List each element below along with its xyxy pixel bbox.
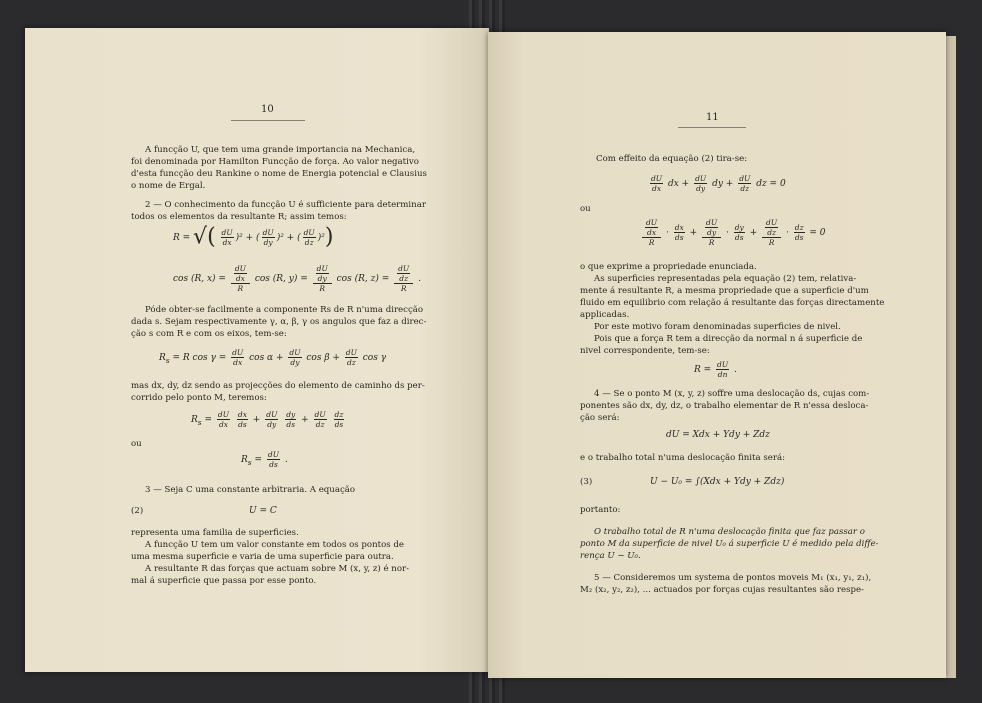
text-line: ção será: bbox=[580, 413, 620, 423]
text-line: ponentes são dx, dy, dz, o trabalho elementar de R n'essa desloca- bbox=[580, 401, 869, 411]
equation-dU-zero: $\frac{dU}{dx}$ dx + $\frac{dU}{dy}$ dy + $\frac{dU}{dz}$ dz = 0 bbox=[651, 174, 786, 193]
right-page bbox=[488, 32, 946, 678]
text-line: corrido pelo ponto M, teremos: bbox=[131, 393, 267, 403]
equation-total-work: U − U₀ = ∫(Xdx + Ydy + Zdz) bbox=[650, 477, 785, 487]
text-line: Por este motivo foram denominadas superficies de nivel. bbox=[594, 322, 841, 332]
text-line: todos os elementos da resultante R; assim temos: bbox=[131, 212, 347, 222]
equation-normalized: dU dx R · $\frac{dx}{ds}$ + dU dy R · $\frac{dy}{ds}$ + dU dz R · $\frac{dz}{ds}$ = 0 bbox=[640, 218, 826, 247]
text-line: Pois que a força R tem a direcção da normal n á superficie de bbox=[594, 334, 863, 344]
text-line: 2 — O conhecimento da funcção U é sufficiente para determinar bbox=[145, 200, 426, 210]
text-line: mal á superficie que passa por esse ponto. bbox=[131, 576, 317, 586]
text-line: As superficies representadas pela equação (2) tem, relativa- bbox=[594, 274, 857, 284]
left-page bbox=[25, 28, 489, 672]
equation-cosines: cos (R, x) = dU dx R cos (R, y) = dU dy R cos (R, z) = dU dz R . bbox=[173, 264, 421, 293]
text-line: A funcção U, que tem uma grande importancia na Mechanica, bbox=[145, 145, 416, 155]
equation-R: R = √( $\frac{dU}{dx}$ )² + ( $\frac{dU}{dy}$ )² + ( $\frac{dU}{dz}$ )²) bbox=[173, 224, 334, 250]
text-line: foi denominada por Hamilton Funcção de força. Ao valor negativo bbox=[131, 157, 419, 167]
text-line: o que exprime a propriedade enunciada. bbox=[580, 262, 757, 272]
text-line: M₂ (x₂, y₂, z₂), ... actuados por forças cujas resultantes são respe- bbox=[580, 585, 864, 595]
text-line: O trabalho total de R n'uma deslocação finita que faz passar o bbox=[594, 527, 865, 537]
text-line: e o trabalho total n'uma deslocação finita será: bbox=[580, 453, 785, 463]
equation-Rs: $R_s = R$ cos γ = $\frac{dU}{dx}$ cos α + $\frac{dU}{dy}$ cos β + $\frac{dU}{dz}$ cos γ bbox=[159, 348, 387, 367]
equation-work: dU = Xdx + Ydy + Zdz bbox=[666, 430, 770, 440]
text-line: 3 — Seja C uma constante arbitraria. A equação bbox=[145, 485, 356, 495]
page-edge bbox=[946, 36, 956, 678]
text-line: mente á resultante R, a mesma propriedade que a superficie d'um bbox=[580, 286, 869, 296]
text-line: ou bbox=[580, 204, 591, 214]
text-line: A funcção U tem um valor constante em todos os pontos de bbox=[145, 540, 404, 550]
equation-R-dn: R = $\frac{dU}{dn}$ . bbox=[694, 360, 737, 379]
text-line: Póde obter-se facilmente a componente Rs de R n'uma direcção bbox=[145, 305, 424, 315]
text-line: Com effeito da equação (2) tira-se: bbox=[596, 154, 748, 164]
text-line: uma mesma superficie e varia de uma superficie para outra. bbox=[131, 552, 394, 562]
text-line: representa uma familia de superficies. bbox=[131, 528, 299, 538]
text-line: d'esta funcção deu Rankine o nome de Energia potencial e Clausius bbox=[131, 169, 427, 179]
equation-label: (2) bbox=[131, 506, 144, 516]
page-number: 10 bbox=[261, 104, 274, 115]
text-line: ou bbox=[131, 439, 142, 449]
text-line: nivel correspondente, tem-se: bbox=[580, 346, 710, 356]
text-line: 4 — Se o ponto M (x, y, z) soffre uma deslocação ds, cujas com- bbox=[594, 389, 870, 399]
text-line: mas dx, dy, dz sendo as projecções do elemento de caminho ds per- bbox=[131, 381, 425, 391]
text-line: rença U − U₀. bbox=[580, 551, 641, 561]
text-line: A resultante R das forças que actuam sobre M (x, y, z) é nor- bbox=[145, 564, 410, 574]
text-line: applicadas. bbox=[580, 310, 630, 320]
header-rule bbox=[231, 120, 305, 121]
text-line: fluido em equilibrio com relação á resultante das forças directamente bbox=[580, 298, 885, 308]
text-line: portanto: bbox=[580, 505, 621, 515]
equation-label: (3) bbox=[580, 477, 593, 487]
text-line: 5 — Consideremos um systema de pontos moveis M₁ (x₁, y₁, z₁), bbox=[594, 573, 872, 583]
text-line: dada s. Sejam respectivamente γ, α, β, γ os angulos que faz a direc- bbox=[131, 317, 427, 327]
equation-U-C: U = C bbox=[249, 506, 277, 516]
text-line: ponto M da superficie de nivel U₀ á superficie U é medido pela diffe- bbox=[580, 539, 879, 549]
header-rule bbox=[678, 127, 746, 128]
equation-Rs-short: $R_s$ = $\frac{dU}{ds}$ . bbox=[241, 450, 288, 469]
text-line: o nome de Ergal. bbox=[131, 181, 206, 191]
text-line: ção s com R e com os eixos, tem-se: bbox=[131, 329, 287, 339]
equation-Rs-expanded: $R_s$ = $\frac{dU}{dx}$ $\frac{dx}{ds}$ + $\frac{dU}{dy}$ $\frac{dy}{ds}$ + $\frac{dU}{dz}$ $\frac{dz}{ds}$ bbox=[191, 410, 344, 429]
page-number: 11 bbox=[706, 112, 719, 123]
